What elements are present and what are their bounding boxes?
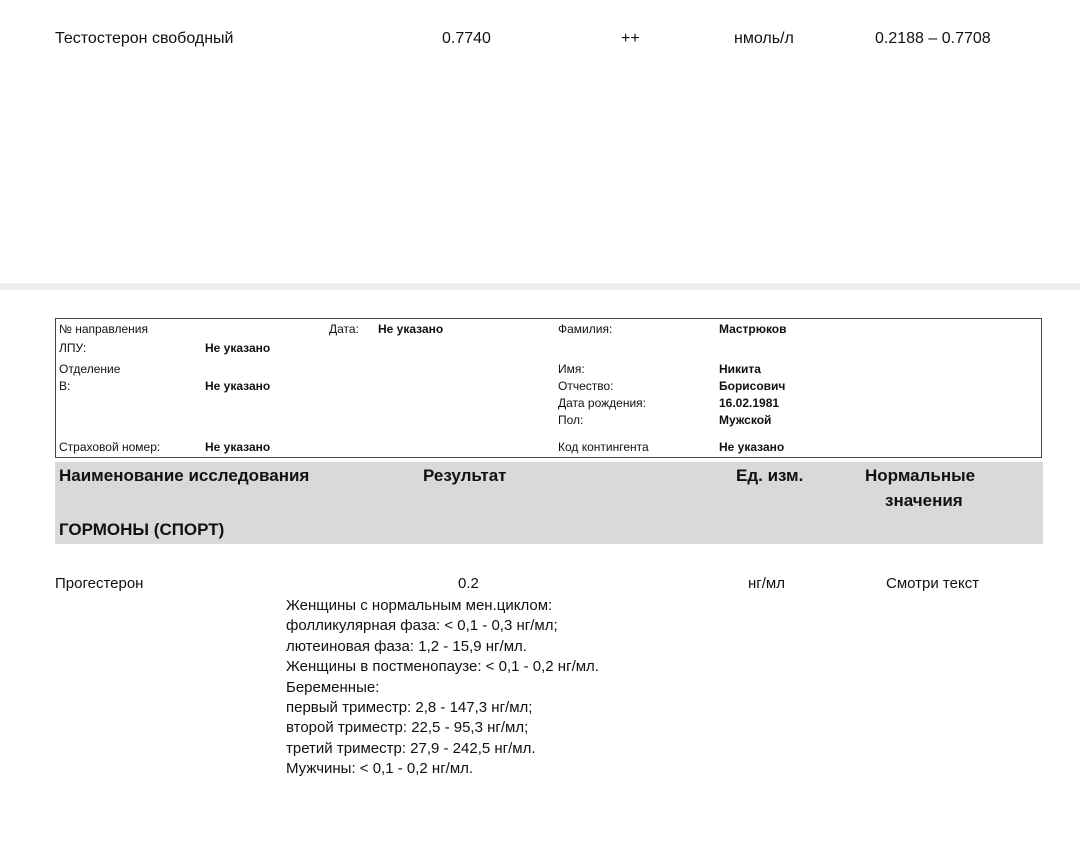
- patient-info-box: [55, 318, 1042, 458]
- reference-note-line: Женщины в постменопаузе: < 0,1 - 0,2 нг/мл.: [286, 658, 599, 676]
- page-separator: [0, 283, 1080, 290]
- lpu-value: Не указано: [205, 341, 271, 355]
- department-label: Отделение: [59, 362, 121, 376]
- in-value: Не указано: [205, 379, 271, 393]
- date-label: Дата:: [329, 322, 359, 336]
- reference-note-line: Беременные:: [286, 678, 380, 696]
- reference-note-line: фолликулярная фаза: < 0,1 - 0,3 нг/мл;: [286, 617, 558, 635]
- test-unit: нмоль/л: [734, 30, 794, 47]
- referral-label: № направления: [59, 322, 148, 336]
- reference-note-line: Женщины с нормальным мен.циклом:: [286, 597, 553, 614]
- reference-note-line: Мужчины: < 0,1 - 0,2 нг/мл.: [286, 760, 474, 778]
- reference-note-line: третий триместр: 27,9 - 242,5 нг/мл.: [286, 739, 536, 757]
- lpu-label: ЛПУ:: [59, 341, 87, 355]
- patronymic-value: Борисович: [719, 379, 786, 393]
- test-range: 0.2188 – 0.7708: [875, 30, 991, 47]
- test-value: 0.2: [458, 575, 479, 592]
- birthdate-value: 16.02.1981: [719, 396, 780, 410]
- header-unit: Ед. изм.: [736, 466, 804, 485]
- contingent-value: Не указано: [719, 440, 785, 454]
- header-result: Результат: [423, 466, 507, 485]
- date-value: Не указано: [378, 322, 444, 336]
- in-label: В:: [59, 379, 71, 393]
- reference-notes: [286, 596, 599, 780]
- test-value: 0.7740: [442, 30, 491, 47]
- reference-note-line: первый триместр: 2,8 - 147,3 нг/мл;: [286, 699, 533, 717]
- insurance-label: Страховой номер:: [59, 440, 161, 454]
- test-unit: нг/мл: [748, 575, 785, 592]
- contingent-label: Код контингента: [558, 440, 649, 454]
- name-label: Имя:: [558, 362, 585, 376]
- surname-value: Мастрюков: [719, 322, 787, 336]
- insurance-value: Не указано: [205, 440, 271, 454]
- surname-label: Фамилия:: [558, 322, 613, 336]
- section-title: ГОРМОНЫ (СПОРТ): [59, 520, 225, 539]
- reference-note-line: второй триместр: 22,5 - 95,3 нг/мл;: [286, 719, 529, 737]
- test-name: Прогестерон: [55, 575, 144, 592]
- patronymic-label: Отчество:: [558, 379, 614, 393]
- sex-label: Пол:: [558, 413, 584, 427]
- name-value: Никита: [719, 362, 761, 376]
- header-norm-line1: Нормальные: [865, 466, 976, 485]
- header-name: Наименование исследования: [59, 466, 310, 485]
- header-norm-line2: значения: [885, 491, 963, 510]
- test-flag: ++: [621, 30, 640, 47]
- test-range: Смотри текст: [886, 575, 980, 592]
- birthdate-label: Дата рождения:: [558, 396, 646, 410]
- test-name: Тестостерон свободный: [55, 30, 234, 47]
- sex-value: Мужской: [719, 413, 772, 427]
- reference-note-line: лютеиновая фаза: 1,2 - 15,9 нг/мл.: [286, 637, 527, 655]
